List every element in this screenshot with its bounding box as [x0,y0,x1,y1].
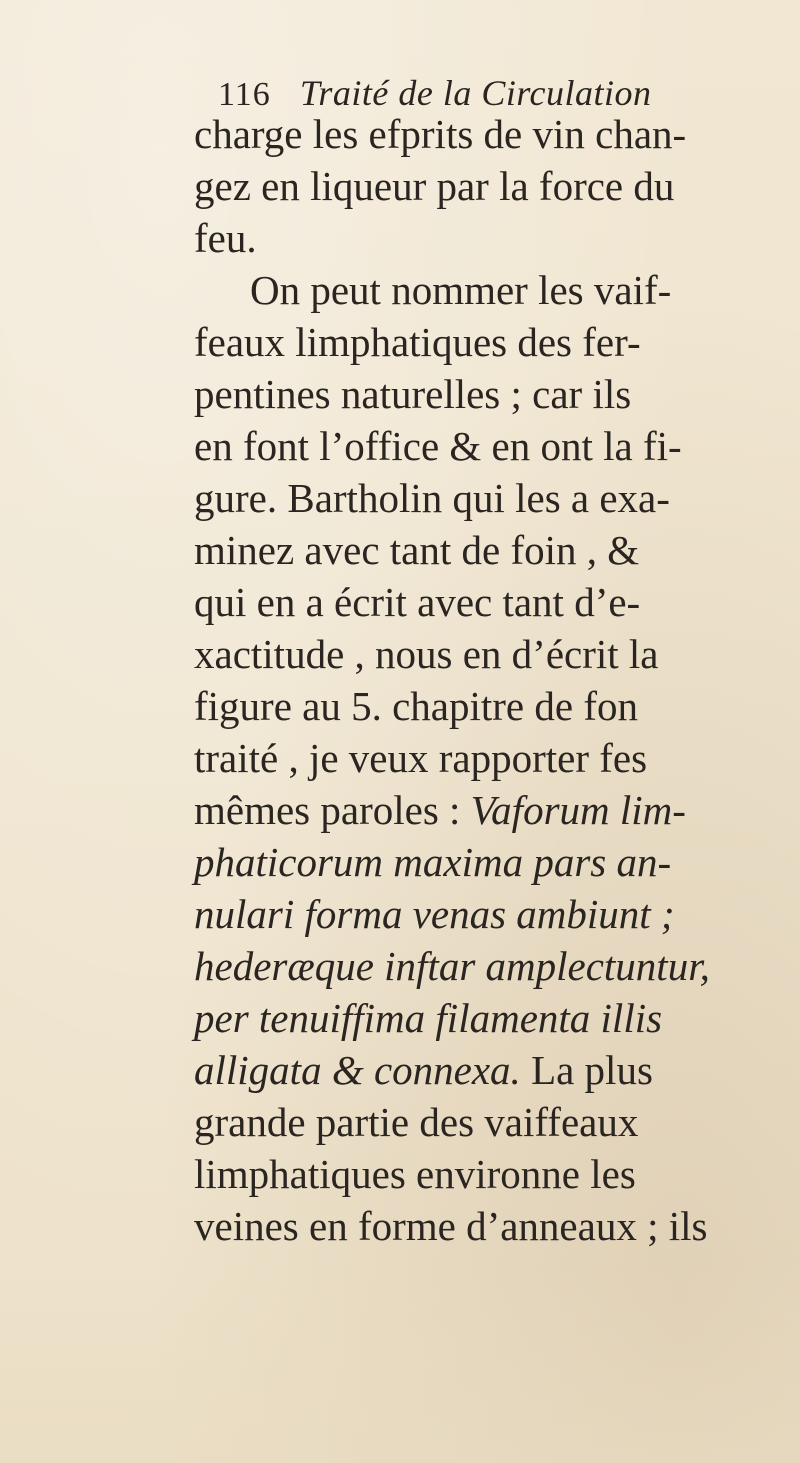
text-line [194,732,784,784]
text-line [194,160,784,212]
page-number: 116 [218,76,271,113]
text-segment: traité , je veux rapporter fes [194,735,648,781]
running-title: Traité de la Circulation [299,73,652,113]
text-segment: gure. Bartholin qui les a exa- [194,475,670,521]
latin-quote-line [194,888,784,940]
text-segment: limphatiques environne les [194,1151,636,1197]
text-segment: figure au 5. chapitre de fon [194,683,638,729]
text-segment: hederæque inftar amplectuntur, [194,943,710,989]
text-line [194,1148,784,1200]
text-segment: On peut nommer les vaif- [250,267,672,313]
text-line [194,576,784,628]
latin-quote-line [194,836,784,888]
text-segment: charge les efprits de vin chan- [194,111,687,157]
text-line [194,1200,784,1252]
text-segment: qui en a écrit avec tant d’e- [194,579,641,625]
latin-quote-segment: alligata & connexa. [194,1047,521,1093]
text-segment: feaux limphatiques des fer- [194,319,641,365]
body-text [194,108,784,1252]
paragraph-start-line [194,264,784,316]
text-segment: gez en liqueur par la force du [194,163,675,209]
text-line [194,1096,784,1148]
text-line [194,680,784,732]
latin-quote-segment: Vaforum lim- [470,787,686,833]
text-segment: minez avec tant de foin , & [194,527,640,573]
text-segment: nulari forma venas ambiunt ; [194,891,675,937]
text-segment: pentines naturelles ; car ils [194,371,632,417]
text-line [194,420,784,472]
text-line [194,316,784,368]
text-line [194,108,784,160]
text-segment: xactitude , nous en d’écrit la [194,631,659,677]
text-segment: grande partie des vaiffeaux [194,1099,639,1145]
text-segment: en font l’office & en ont la fi- [194,423,682,469]
paper-shading [0,1263,800,1463]
text-line [194,472,784,524]
text-line [194,524,784,576]
latin-quote-line [194,992,784,1044]
text-segment: per tenuiffima filamenta illis [194,995,663,1041]
text-segment: phaticorum maxima pars an- [194,839,672,885]
text-line [194,1044,784,1096]
text-segment: mêmes paroles : [194,787,471,833]
text-line [194,628,784,680]
latin-quote-line [194,940,784,992]
text-line [194,784,784,836]
text-segment: La plus [520,1047,653,1093]
text-line [194,368,784,420]
text-segment: feu. [194,215,257,261]
text-line [194,212,784,264]
text-segment: veines en forme d’anneaux ; ils [194,1203,708,1249]
